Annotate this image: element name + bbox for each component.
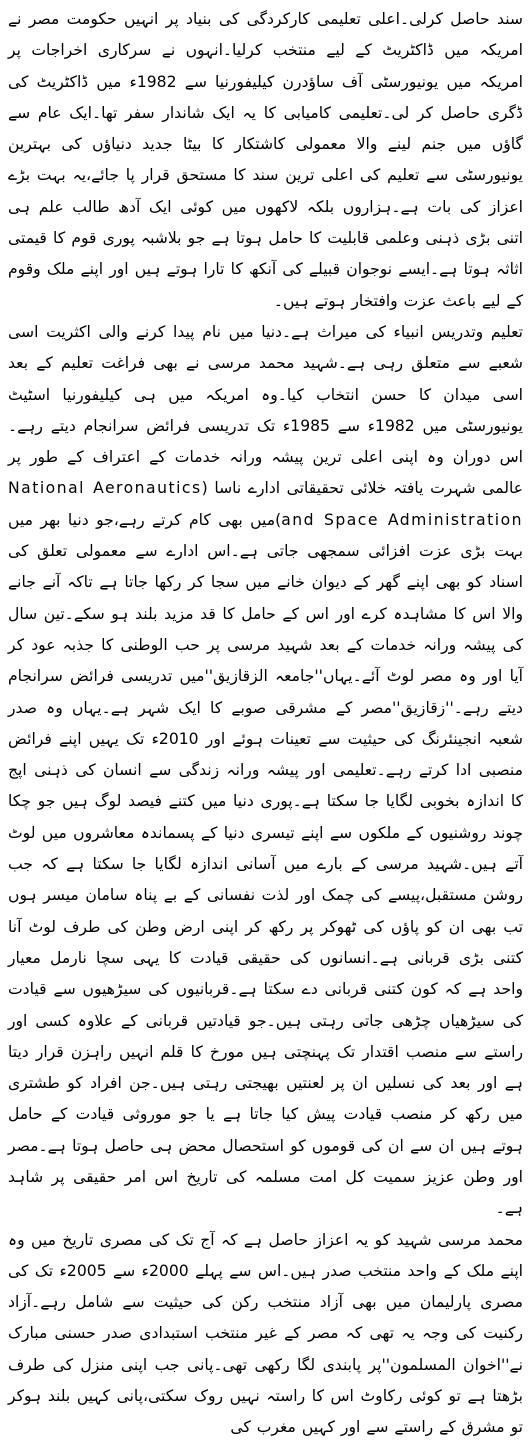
paragraph-education [8, 4, 523, 317]
paragraph-text: تعلیم وتدریس انبیاء کی میراث ہے۔دنیا میں نام پیدا کرنے والی اکثریت اسی شعبے سے متعلق رہی ہے۔شہید محمد مرسی نے بھی فراغت تعلیم کے بعد اسی میدان کا حسن انتخاب کیا۔وہ امریکہ میں ہی کیلیفورنیا اسٹیٹ یونیورسٹی میں 1982ء سے 1985ء تک تدریسی فرائض سرانجام دیتے رہے۔اس دوران وہ اپنی اعلی ترین پیشہ ورانہ خدمات کے اعتراف کے طور پر عالمی شہرت یافتہ خلائی تحقیقاتی ادارے ناسا ( [8, 322, 524, 498]
paragraph-text: محمد مرسی شہید کو یہ اعزاز حاصل ہے کہ آج تک کی مصری تاریخ میں وہ اپنے ملک کے واحد منتخب صدر ہیں۔اس سے پہلے 2000ء سے 2005ء تک کی مصری پارلیمان میں بھی آزاد منتخب رکن کی حیثیت سے شامل رہے۔آزاد رکنیت کی وجہ یہ تھی کہ مصر کے غیر منتخب استبدادی صدر حسنی مبارک نے''اخوان المسلمون''پر پابندی لگا رکھی تھی۔پانی جب اپنی منزل کی طرف بڑھتا ہے تو کوئی رکاوٹ اس کا راستہ نہیں روک سکتی،پانی کہیں بلند ہوکر تو مشرق کے راستے سے اور کہیں مغرب کی [8, 1230, 523, 1437]
nasa-full-name: National Aeronautics and Space Administration [8, 479, 523, 529]
article-body [8, 4, 523, 1444]
paragraph-presidency [8, 1225, 523, 1444]
paragraph-text: )میں بھی کام کرتے رہے،جو دنیا بھر میں بہت بڑی عزت افزائی سمجھی جاتی ہے۔اس ادارے سے معمولی تعلق کی اسناد کو بھی اپنے گھر کے دیوان خانے میں سجا کر رکھا جاتا ہے تاکہ آنے جانے والا اس کا مشاہدہ کرے اور اس کے حامل کا قد مزید بلند ہو سکے۔تین سال کی پیشہ ورانہ خدمات کے بعد شہید مرسی پر حب الوطنی کا جذبہ عود کر آیا اور وہ مصر لوٹ آئے۔یہاں''جامعہ الزقازیق''میں تدریسی فرائض سرانجام دیتے رہے۔''زقازیق''مصر کے مشرقی صوبے کا ایک شہر ہے۔یہاں وہ صدر شعبہ انجینئرنگ کی حیثیت سے تعینات ہوئے اور 2010ء تک یہیں اپنے فرائض منصبی ادا کرتے رہے۔تعلیمی اور پیشہ ورانہ زندگی سے انسان کی ذہنی اپج کا اندازہ بخوبی لگایا جا سکتا ہے۔پوری دنیا میں کتنے فیصد لوگ ہیں جو چکا چوند روشنیوں کے ملکوں سے اپنے تیسری دنیا کے پسماندہ معاشروں میں لوٹ آتے ہیں۔شہید مرسی کے بارے میں آسانی اندازہ لگایا جا سکتا ہے کہ جب روشن مستقبل،پیسے کی چمک اور لذت نفسانی کے بے پناہ سامان میسر ہوں تب بھی ان کو پاؤں کی ٹھوکر پر رکھ کر اپنی ارض وطن کی طرف لوٹ آنا کتنی بڑی قربانی ہے۔انسانوں کی حقیقی قیادت کا یہی سچا نارمل معیار واحد ہے کہ کون کتنی قربانی دے سکتا ہے۔قربانیوں کی سیڑھیوں سے قیادت کی سیڑھیاں چڑھی جاتی رہتی ہیں۔جو قیادتیں قربانی کے علاوہ کسی اور راستے سے منصب اقتدار تک پہنچتی ہیں مورخ کا قلم انہیں راہزن قرار دیتا ہے اور بعد کی نسلیں ان پر لعنتیں بھیجتی رہتی ہیں۔جن افراد کو طشتری میں رکھ کر منصب قیادت پیش کیا جاتا ہے یا جو موروثی قیادت کے حامل ہوتے ہیں ان سے ان کی قوموں کو استحصال محض ہی حاصل ہوتا ہے۔مصر اور وطن عزیز سمیت کل امت مسلمہ کی تاریخ اس امر حقیقی پر شاہد ہے۔ [8, 510, 523, 1218]
paragraph-career [8, 317, 523, 1225]
paragraph-text: سند حاصل کرلی۔اعلی تعلیمی کارکردگی کی بنیاد پر انہیں حکومت مصر نے امریکہ میں ڈاکٹریٹ کے لیے منتخب کرلیا۔انہوں نے سرکاری اخراجات پر امریکہ میں یونیورسٹی آف ساؤدرن کیلیفورنیا سے 1982ء میں ڈاکٹریٹ کی ڈگری حاصل کر لی۔تعلیمی کامیابی کا یہ ایک شاندار سفر تھا۔ایک عام سے گاؤں میں جنم لینے والا معمولی کاشتکار کا بیٹا جدید دنیاؤں کی بہترین یونیورسٹی سے تعلیم کی اعلی ترین سند کا مستحق قرار پا جائے،یہ بہت بڑے اعزاز کی بات ہے۔ہزاروں بلکہ لاکھوں میں کوئی ایک آدھ طالب علم ہی اتنی بڑی ذہنی وعلمی قابلیت کا حامل ہوتا ہے جو بلاشبہ پوری قوم کا قیمتی اثاثہ ہوتا ہے۔ایسے نوجوان قبیلے کی آنکھ کا تارا ہوتے ہیں اور اپنے ملک وقوم کے لیے باعث عزت وافتخار ہوتے ہیں۔ [8, 10, 524, 310]
